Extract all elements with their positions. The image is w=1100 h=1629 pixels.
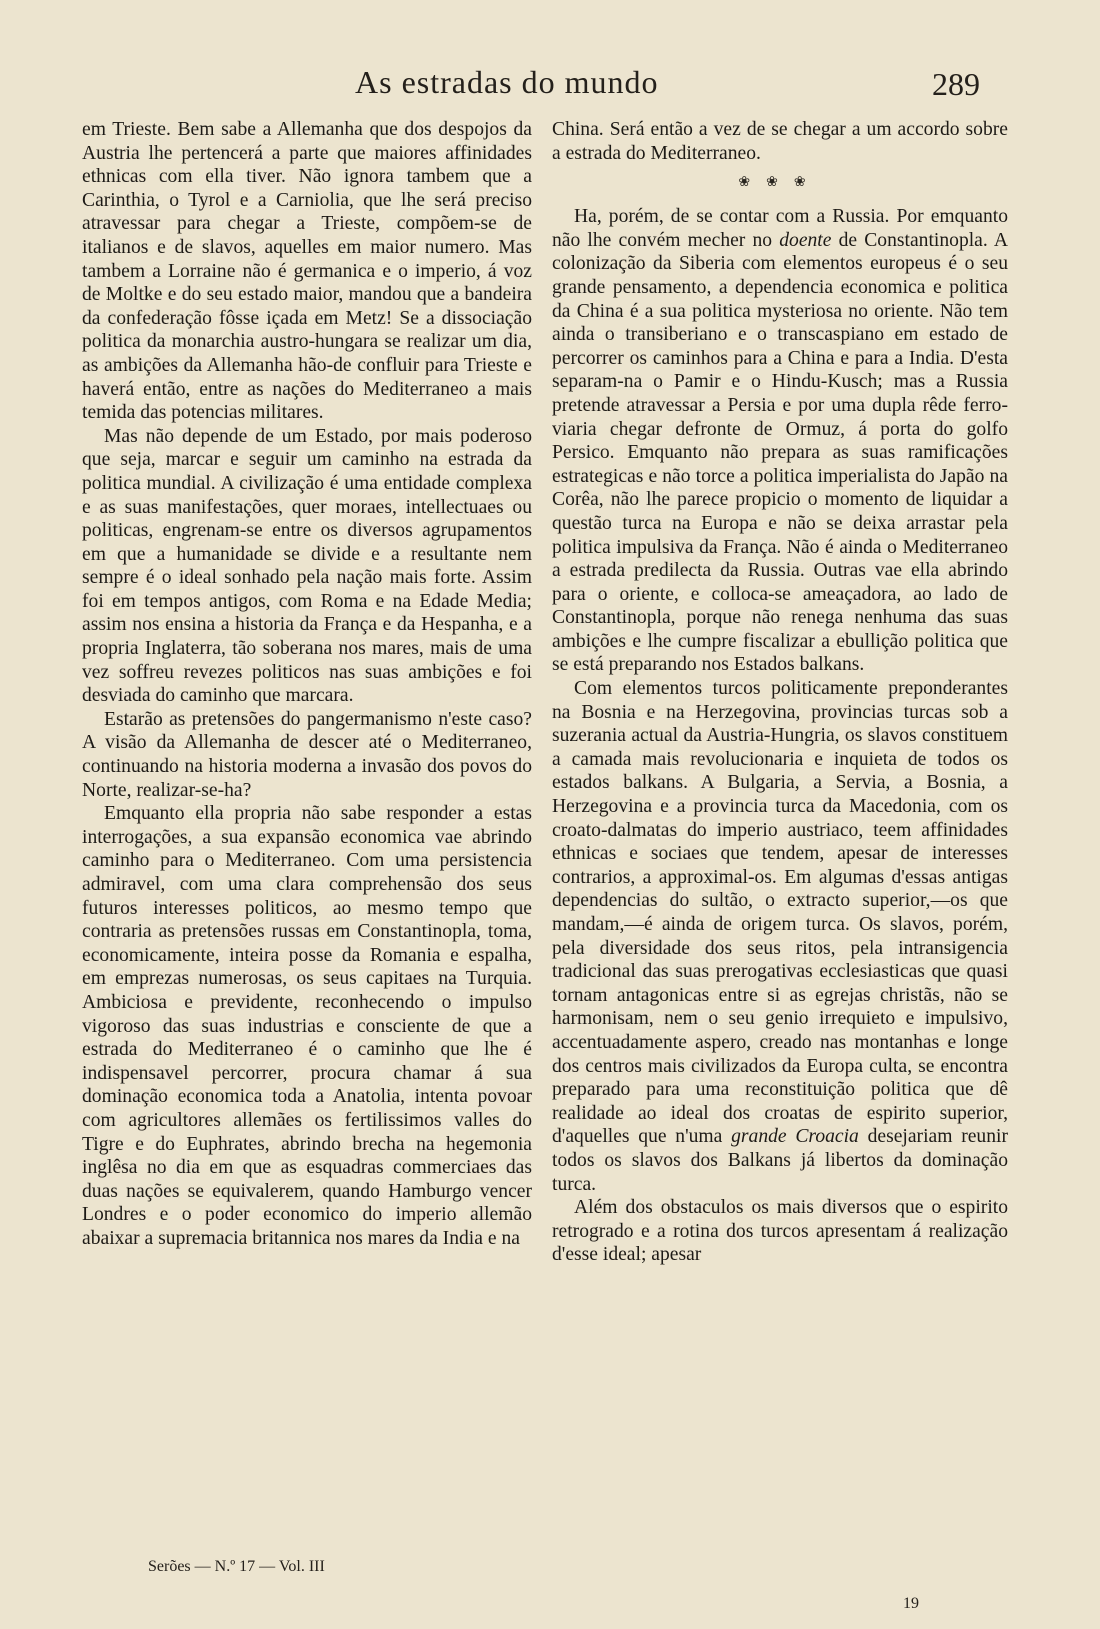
italic-text: grande Croacia	[731, 1126, 859, 1148]
paragraph: Emquanto ella propria não sabe responder a estas interrogações, a sua expansão economica vae abrindo caminho para o Mediterraneo. Com uma persistencia admiravel, com uma clara comprehensão dos seus futuros interesses politicos, ao mesmo tempo que contraria as pretensões russas em Constantinopla, toma, economicamente, inteira posse da Romania e espalha, em emprezas numerosas, os seus capitaes na Turquia. Ambiciosa e previdente, reconhecendo o impulso vigoroso das suas industrias e consciente de que a estrada do Mediterraneo é o caminho que lhe é indispensavel percorrer, procura chamar á sua dominação economica toda a Anatolia, intenta povoar com agricultores allemães os fertilissimos valles do Tigre e do Euphrates, abrindo brecha na hegemonia inglêsa no dia em que as esquadras commerciaes das duas nações se equivalerem, quando Hamburgo vencer Londres e o poder economico do imperio allemão abaixar a supremacia britannica nos mares da India e na	[82, 803, 532, 1249]
page-footer: Serões — N.º 17 — Vol. III	[148, 1558, 325, 1575]
left-column	[82, 118, 532, 1251]
page-number: 289	[932, 66, 980, 102]
section-divider	[552, 169, 1008, 197]
paragraph	[552, 205, 1008, 677]
ornament-icon: ❀	[766, 175, 794, 191]
paragraph: Além dos obstaculos os mais diversos que o espirito retrogrado e a rotina dos turcos apresentam á realização d'esse ideal; apesar	[552, 1197, 1008, 1266]
right-column	[552, 118, 1008, 1267]
paragraph: Mas não depende de um Estado, por mais poderoso que seja, marcar e seguir um caminho na estrada da politica mundial. A civilização é uma entidade complexa e as suas manifestações, quer moraes, intellectuaes ou politicas, engrenam-se entre os diversos agrupamentos em que a humanidade se divide e a resultante nem sempre é o ideal sonhado pela nação mais forte. Assim foi em tempos antigos, com Roma e na Edade Media; assim nos ensina a historia da França e da Hespanha, e a propria Inglaterra, tão soberana nos mares, mais de uma vez soffreu revezes politicos nas suas ambições e foi desviada do caminho que marcara.	[82, 425, 532, 707]
ornament-icon: ❀	[793, 175, 822, 191]
ornament-icon: ❀	[738, 175, 767, 191]
paragraph-text: desejariam reunir todos os slavos dos Balkans já libertos da dominação turca.	[552, 1126, 1008, 1195]
italic-text: doente	[779, 229, 832, 251]
running-title: As estradas do mundo	[355, 64, 659, 100]
signature-mark: 19	[903, 1595, 919, 1612]
page-header	[0, 64, 1100, 114]
paragraph: Estarão as pretensões do pangermanismo n'este caso? A visão da Allemanha de descer até o Mediterraneo, continuando na historia moderna a invasão dos povos do Norte, realizar-se-ha?	[82, 708, 532, 801]
paragraph-text: de Constantinopla. A colonização da Siberia com elementos europeus é o seu grande pensamento, a dependencia economica e politica da China é a sua politica mysteriosa no oriente. Não tem ainda o transiberiano e o transcaspiano em estado de percorrer os caminhos para a China e para a India. D'esta separam-na o Pamir e o Hindu-Kusch; mas a Russia pretende atravessar a Persia e por uma dupla rêde ferro-viaria chegar defronte de Ormuz, á porta do golfo Persico. Emquanto não prepara as suas ramificações estrategicas e não torce a politica imperialista do Japão na Corêa, não lhe parece propicio o momento de liquidar a questão turca na Europa e não se deixa arrastar pela politica impulsiva da França. Não é ainda o Mediterraneo a estrada predilecta da Russia. Outras vae ella abrindo para o oriente, e colloca-se ameaçadora, ao lado de Constantinopla, porque não renega nenhuma das suas ambições e lhe cumpre fiscalizar a ebullição politica que se está preparando nos Estados balkans.	[552, 229, 1008, 676]
paragraph	[552, 677, 1008, 1196]
paragraph-text: Com elementos turcos politicamente preponderantes na Bosnia e na Herzegovina, provincias turcas sob a suzerania actual da Austria-Hungria, os slavos constituem a camada mais revolucionaria e inquieta de todos os estados balkans. A Bulgaria, a Servia, a Bosnia, a Herzegovina e a provincia turca da Macedonia, com os croato-dalmatas do imperio austriaco, teem affinidades ethnicas e sociaes que tendem, apesar de interesses contrarios, a approximal-os. Em algumas d'essas antigas dependencias do sultão, o extracto superior,—os que mandam,—é ainda de origem turca. Os slavos, porém, pela diversidade dos seus ritos, pela intransigencia tradicional das suas prerogativas ecclesiasticas que quasi tornam antagonicas entre si as egrejas christãs, não se harmonisam, nem o seu genio irrequieto e impulsivo, accentuadamente aspero, creado nas montanhas e longe dos centros mais civilizados da Europa culta, se encontra preparado para uma reconstituição politica que dê realidade ao ideal dos croatas de espirito superior, d'aquelles que n'uma	[552, 678, 1008, 1148]
paragraph-text: Ha, porém, de se contar com a Russia. Por emquanto não lhe convém mecher no	[552, 206, 1008, 251]
paragraph: em Trieste. Bem sabe a Allemanha que dos despojos da Austria lhe pertencerá a parte que maiores affinidades ethnicas com ella tiver. Não ignora tambem que a Carinthia, o Tyrol e a Carniolia, que lhe será preciso atravessar para chegar a Trieste, compõem-se de italianos e de slavos, aquelles em maior numero. Mas tambem a Lorraine não é germanica e o imperio, á voz de Moltke e do seu estado maior, mandou que a bandeira da confederação fôsse içada em Metz! Se a dissociação politica da monarchia austro-hungara se realizar um dia, as ambições da Allemanha hão-de confluir para Trieste e haverá então, entre as nações do Mediterraneo a mais temida das potencias militares.	[82, 119, 532, 424]
paragraph: China. Será então a vez de se chegar a um accordo sobre a estrada do Mediterraneo.	[552, 119, 1008, 164]
